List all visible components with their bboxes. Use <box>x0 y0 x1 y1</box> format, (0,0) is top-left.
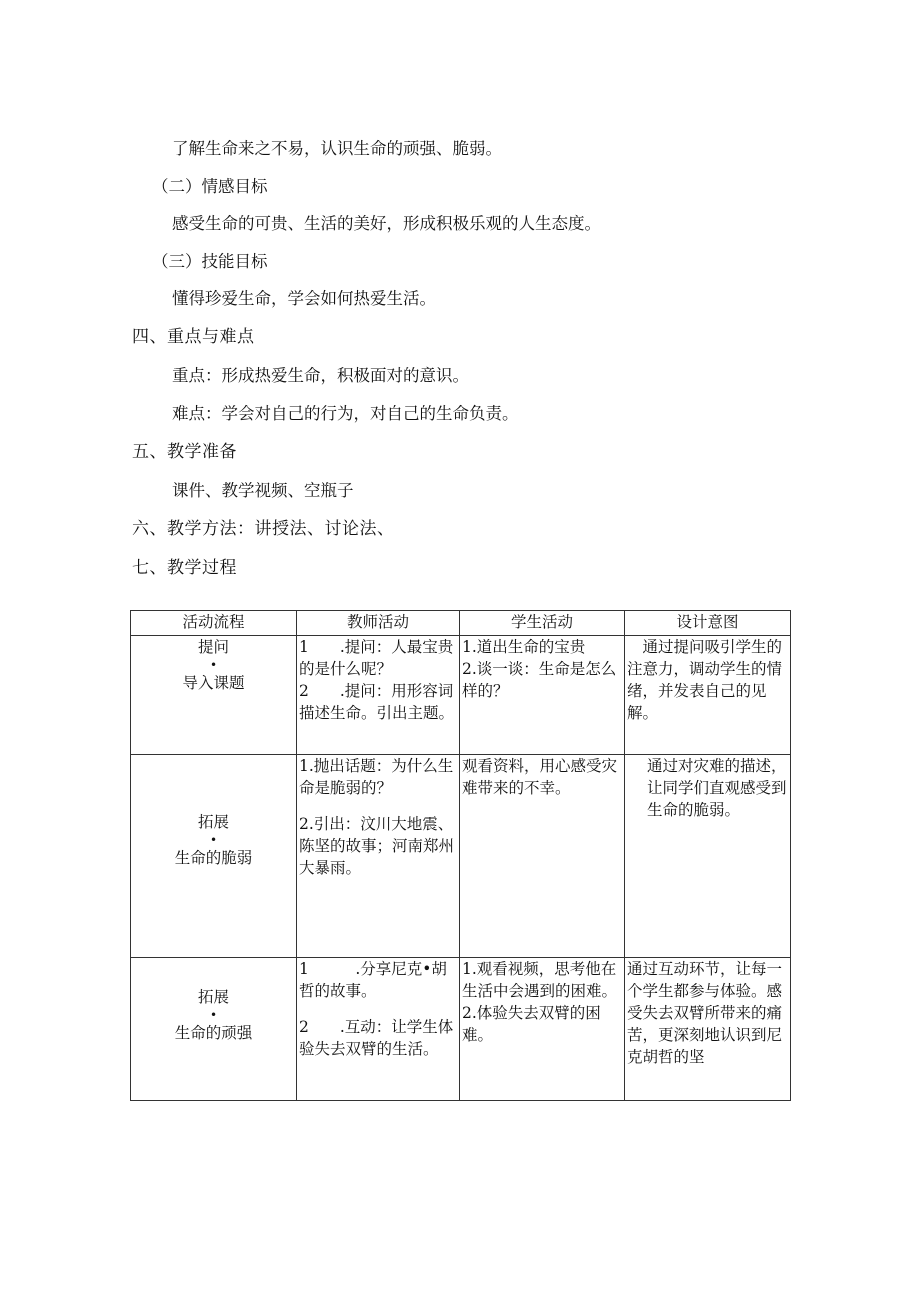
paragraph-preparation: 课件、教学视频、空瓶子 <box>172 481 354 500</box>
header-teacher-activity: 教师活动 <box>297 611 460 636</box>
stage-cell <box>131 755 297 958</box>
header-student-activity: 学生活动 <box>460 611 625 636</box>
student-step: 2.体验失去双臂的困难。 <box>462 1004 601 1044</box>
teacher-step: 1 .提问：人最宝贵的是什么呢？ <box>299 638 454 678</box>
stage-subtitle: 生命的顽强 <box>174 1024 253 1042</box>
teacher-step: 1.抛出话题：为什么生命是脆弱的？ <box>299 757 454 797</box>
stage-title: 提问 <box>197 638 229 656</box>
paragraph-difficulty: 难点：学会对自己的行为，对自己的生命负责。 <box>172 404 519 423</box>
heading-keypoints: 四、重点与难点 <box>132 327 255 347</box>
stage-subtitle: 生命的脆弱 <box>174 849 253 867</box>
teacher-activity-cell <box>297 755 460 958</box>
design-intent-cell: 通过互动环节，让每一个学生都参与体验。感受失去双臂所带来的痛苦，更深刻地认识到尼克胡哲的坚 <box>625 958 791 1101</box>
teaching-process-table <box>130 610 791 1101</box>
stage-cell <box>131 958 297 1101</box>
bullet-dot: • <box>209 658 218 672</box>
bullet-dot: • <box>209 1008 218 1022</box>
student-activity-cell <box>460 958 625 1101</box>
stage-subtitle: 导入课题 <box>182 674 245 692</box>
stage-title: 拓展 <box>197 988 229 1006</box>
teacher-activity-cell <box>297 636 460 755</box>
design-intent-cell: 通过对灾难的描述，让同学们直观感受到生命的脆弱。 <box>625 755 791 958</box>
heading-process: 七、教学过程 <box>132 558 237 578</box>
teacher-step: 2 .互动：让学生体验失去双臂的生活。 <box>299 1018 454 1058</box>
paragraph-knowledge-goal: 了解生命来之不易，认识生命的顽强、脆弱。 <box>172 139 502 158</box>
stage-cell <box>131 636 297 755</box>
heading-emotion-goal: （二）情感目标 <box>152 177 268 196</box>
stage-title: 拓展 <box>197 813 229 831</box>
paragraph-emotion-goal: 感受生命的可贵、生活的美好，形成积极乐观的人生态度。 <box>172 214 601 233</box>
student-activity-cell <box>460 636 625 755</box>
table-header-row <box>131 611 791 636</box>
teacher-activity-cell <box>297 958 460 1101</box>
heading-preparation: 五、教学准备 <box>132 442 237 462</box>
header-activity-flow: 活动流程 <box>131 611 297 636</box>
table-row <box>131 958 791 1101</box>
design-intent-cell: 通过提问吸引学生的注意力，调动学生的情绪，并发表自己的见解。 <box>625 636 791 755</box>
student-step: 2.谈一谈：生命是怎么样的？ <box>462 660 617 700</box>
paragraph-keypoint: 重点：形成热爱生命，积极面对的意识。 <box>172 366 469 385</box>
student-step: 1.观看视频，思考他在生活中会遇到的困难。 <box>462 960 618 1000</box>
bullet-dot: • <box>209 833 218 847</box>
heading-skill-goal: （三）技能目标 <box>152 252 268 271</box>
teacher-step: 2.引出：汶川大地震、陈坚的故事；河南郑州大暴雨。 <box>299 815 455 877</box>
student-activity-cell <box>460 755 625 958</box>
table-row <box>131 636 791 755</box>
teacher-step: 1 .分享尼克•胡哲的故事。 <box>299 960 447 1000</box>
teacher-step: 2 .提问：用形容词描述生命。引出主题。 <box>299 682 455 722</box>
student-step: 1.道出生命的宝贵 <box>462 638 586 656</box>
header-design-intent: 设计意图 <box>625 611 791 636</box>
heading-method: 六、教学方法：讲授法、讨论法、 <box>132 519 395 539</box>
student-step: 观看资料，用心感受灾难带来的不幸。 <box>462 757 618 797</box>
paragraph-skill-goal: 懂得珍爱生命，学会如何热爱生活。 <box>172 289 436 308</box>
table-row <box>131 755 791 958</box>
